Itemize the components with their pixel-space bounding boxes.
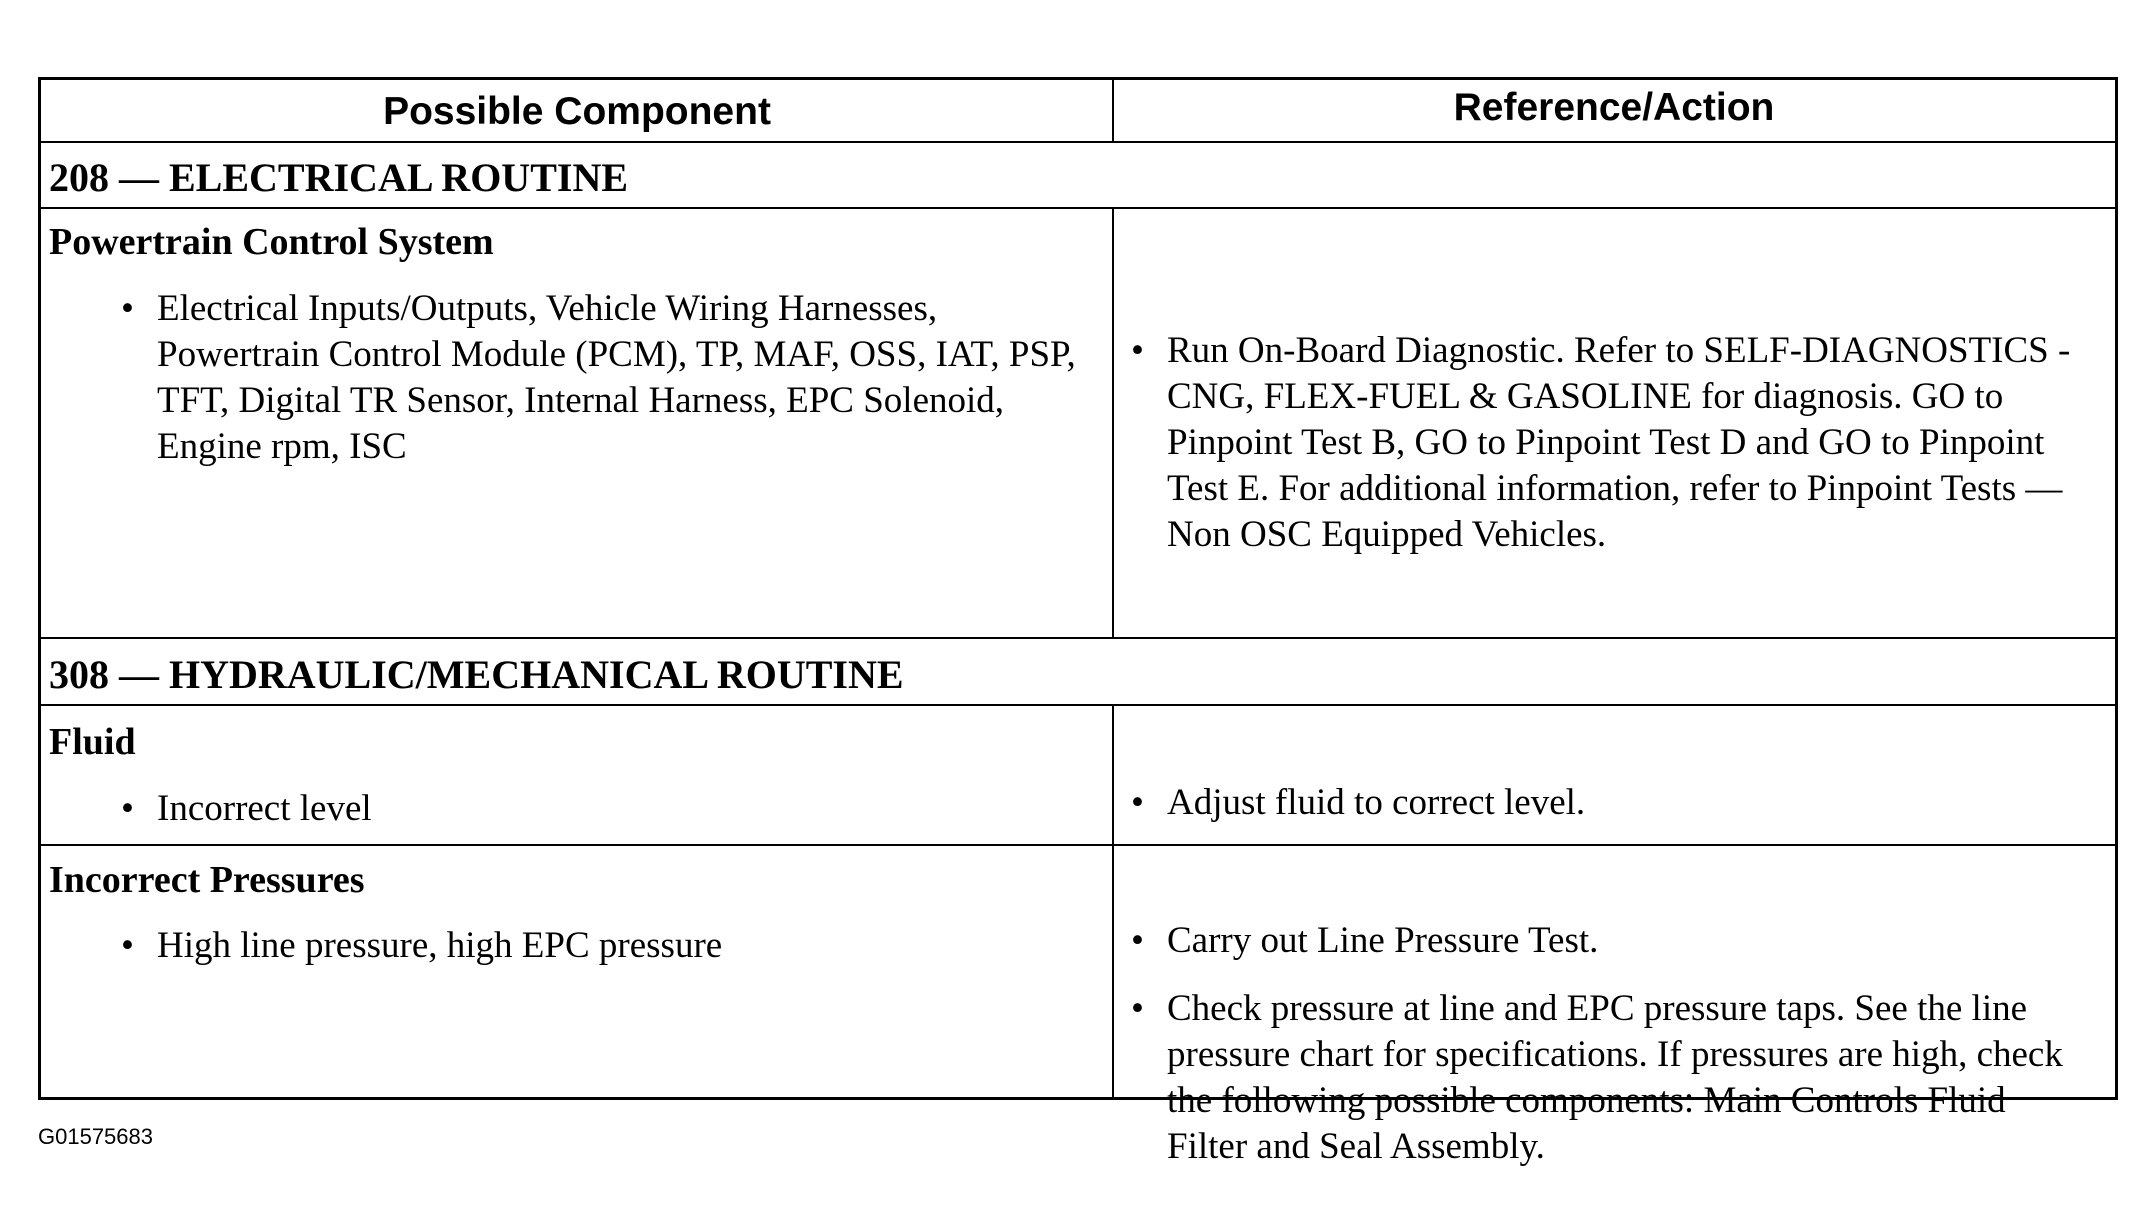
row-divider: [41, 704, 2115, 706]
bullet-dot: •: [1131, 988, 1144, 1029]
component-bullet-powertrain: • Electrical Inputs/Outputs, Vehicle Wiring Harnesses, Powertrain Control Module (PCM), TP, MAF, OSS, IAT, PSP, TFT, Digital TR Sensor, Internal Harness, EPC Solenoid, Engine rpm, ISC: [121, 288, 1076, 467]
header-reference-action: Reference/Action: [1453, 86, 1775, 129]
column-divider-header: [1112, 80, 1114, 141]
row-divider: [41, 141, 2115, 143]
action-bullet-powertrain: • Run On-Board Diagnostic. Refer to SELF-DIAGNOSTICS - CNG, FLEX-FUEL & GASOLINE for diagnosis. GO to Pinpoint Test B, GO to Pinpoint Test D and GO to Pinpoint Test E. For additional information, refer to Pinpoint Tests — Non OSC Equipped Vehicles.: [1131, 330, 2071, 555]
component-bullet-fluid: • Incorrect level: [121, 786, 1096, 832]
row-divider: [41, 844, 2115, 846]
action-bullet-line-pressure-test: • Carry out Line Pressure Test.: [1131, 918, 2091, 964]
action-bullet-check-pressure: • Check pressure at line and EPC pressure taps. See the line pressure chart for specifications. If pressures are high, check the following possible components: Main Controls Fluid Filter and Seal Assembly.: [1131, 988, 2063, 1167]
bullet-dot: •: [121, 288, 134, 329]
section-title-electrical: 208 — ELECTRICAL ROUTINE: [49, 155, 629, 200]
bullet-dot: •: [121, 925, 134, 966]
section-title-hydraulic: 308 — HYDRAULIC/MECHANICAL ROUTINE: [49, 652, 904, 697]
bullet-dot: •: [1131, 782, 1144, 823]
row-divider: [41, 207, 2115, 209]
group-title-pressures: Incorrect Pressures: [49, 859, 365, 901]
figure-id-caption: G01575683: [38, 1124, 153, 1149]
component-bullet-pressures: • High line pressure, high EPC pressure: [121, 923, 1096, 969]
row-divider: [41, 637, 2115, 639]
bullet-dot: •: [1131, 920, 1144, 961]
column-divider-powertrain: [1112, 207, 1114, 637]
header-possible-component: Possible Component: [383, 90, 771, 133]
group-title-powertrain: Powertrain Control System: [49, 221, 494, 263]
bullet-dot: •: [1131, 330, 1144, 371]
action-bullet-fluid: • Adjust fluid to correct level.: [1131, 780, 2091, 826]
bullet-dot: •: [121, 788, 134, 829]
column-divider-pressures: [1112, 844, 1114, 1100]
column-divider-fluid: [1112, 704, 1114, 844]
group-title-fluid: Fluid: [49, 721, 136, 763]
